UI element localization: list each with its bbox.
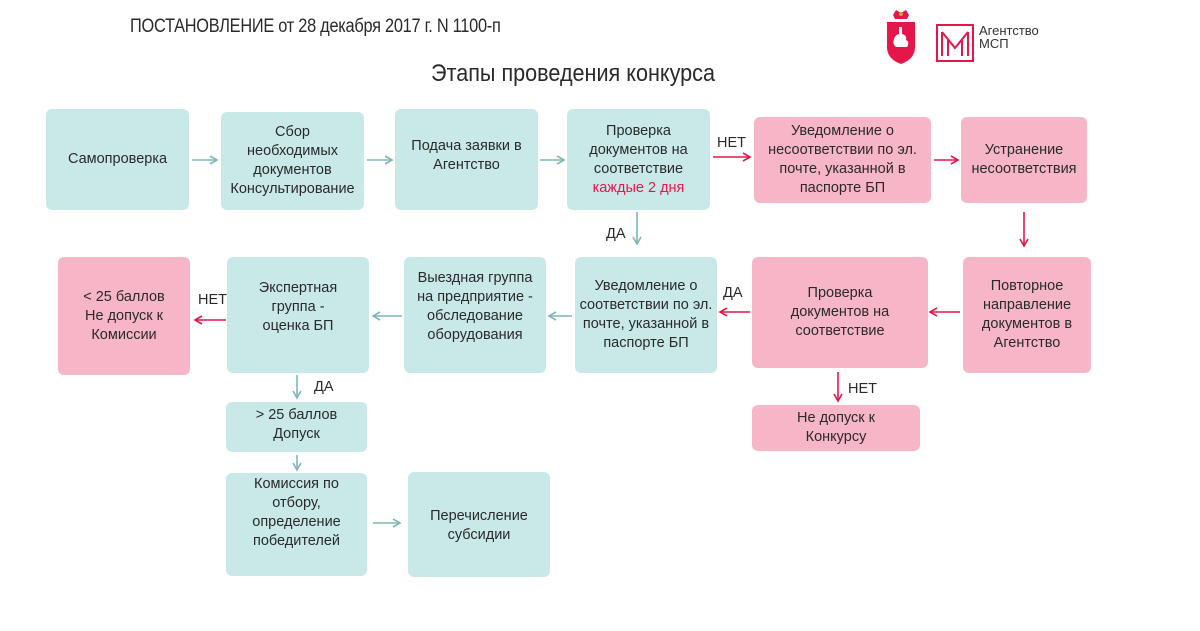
node-text: несоответствия	[971, 161, 1077, 177]
node-text: отбору,	[272, 495, 321, 511]
node-text: Проверка	[606, 122, 671, 139]
node-text: Экспертная	[258, 280, 338, 296]
node-resubmit-documents	[963, 257, 1091, 373]
node-text: документов на	[790, 304, 890, 320]
node-text: необходимых	[247, 143, 338, 159]
node-text: Конкурсу	[805, 429, 867, 445]
check-interval-note: каждые 2 дня	[592, 179, 685, 196]
node-expert-group	[227, 257, 369, 373]
node-text: направление	[982, 297, 1072, 313]
node-text: документов на	[589, 141, 688, 158]
node-text: Уведомление о	[594, 278, 698, 294]
node-not-admitted-contest	[752, 405, 920, 451]
node-text: Устранение	[984, 142, 1064, 158]
node-text: Выездная группа	[417, 270, 533, 286]
node-text: субсидии	[447, 527, 511, 543]
node-collect-docs	[221, 112, 364, 210]
node-text: Комиссия по	[254, 476, 339, 492]
node-fix-mismatch	[961, 117, 1087, 203]
node-text: оценка БП	[262, 318, 334, 334]
agency-logo-text-line-2: МСП	[979, 36, 1009, 51]
node-text: победителей	[252, 533, 341, 549]
node-submit-application	[395, 109, 538, 210]
node-text: Уведомление о	[791, 123, 894, 139]
node-text: обследование	[427, 308, 523, 324]
node-text: Агентство	[433, 157, 500, 173]
agency-logo-text-line-1: Агентство	[979, 23, 1039, 38]
node-text: паспорте БП	[799, 180, 886, 196]
node-text: Подача заявки в	[411, 138, 522, 154]
label-yes-match: ДА	[606, 226, 626, 242]
header-title: ПОСТАНОВЛЕНИЕ от 28 декабря 2017 г. N 1100-п	[130, 16, 501, 37]
label-yes-recheck: ДА	[723, 285, 743, 301]
node-text: Консультирование	[230, 181, 355, 197]
node-text: Сбор	[275, 124, 310, 140]
node-text: Не допуск к	[797, 410, 875, 426]
node-text: документов в	[981, 316, 1073, 332]
node-text: Повторное	[990, 278, 1064, 294]
node-text: Проверка	[807, 285, 873, 301]
node-text: Допуск	[273, 426, 320, 442]
node-text: соответствие	[593, 160, 684, 177]
node-text: несоответствии по эл.	[768, 142, 917, 158]
node-text: на предприятие -	[417, 289, 533, 305]
node-text: соответствии по эл.	[579, 297, 713, 313]
node-text: Комиссии	[91, 326, 157, 343]
node-text: Не допуск к	[85, 307, 163, 324]
node-field-group	[404, 257, 546, 373]
node-text: оборудования	[427, 327, 523, 343]
node-low-score	[58, 257, 190, 375]
node-text: определение	[252, 514, 341, 530]
node-text: < 25 баллов	[83, 288, 165, 305]
node-text: > 25 баллов	[255, 407, 338, 423]
node-text: паспорте БП	[603, 335, 689, 351]
node-high-score	[226, 402, 367, 452]
node-commission	[226, 473, 367, 576]
node-subsidy-transfer	[408, 472, 550, 577]
node-text: документов	[253, 162, 332, 178]
node-notify-mismatch	[754, 117, 931, 203]
node-text: Агентство	[993, 335, 1061, 351]
label-yes-high-score: ДА	[314, 379, 334, 395]
label-no-mismatch: НЕТ	[717, 135, 746, 151]
node-text: почте, указанной в	[582, 316, 710, 332]
node-notify-match	[575, 257, 717, 373]
node-text: Перечисление	[430, 508, 528, 524]
diagram-title: Этапы проведения конкурса	[431, 60, 715, 87]
label-no-not-admitted: НЕТ	[848, 381, 877, 397]
node-text: соответствие	[795, 323, 885, 339]
node-check-documents	[567, 109, 710, 210]
node-self-check	[46, 109, 189, 210]
node-text: группа -	[271, 299, 325, 315]
label-no-low-score: НЕТ	[198, 292, 227, 308]
node-text: почте, указанной в	[779, 161, 906, 177]
node-text: Самопроверка	[67, 151, 168, 167]
node-recheck-documents	[752, 257, 928, 368]
